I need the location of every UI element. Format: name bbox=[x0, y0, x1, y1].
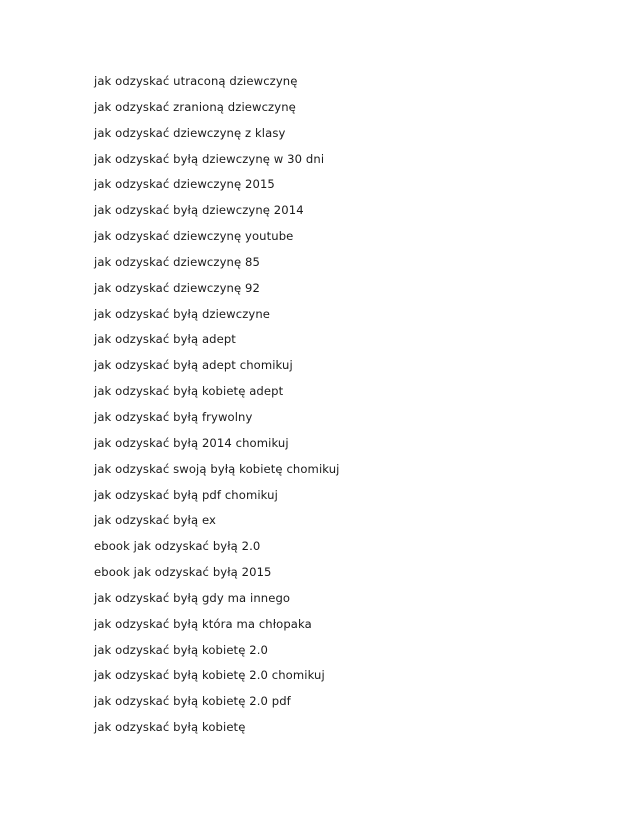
list-item: jak odzyskać byłą pdf chomikuj bbox=[94, 487, 278, 502]
list-item: jak odzyskać byłą adept bbox=[94, 332, 236, 347]
list-item: jak odzyskać byłą kobietę bbox=[94, 720, 246, 735]
list-item: jak odzyskać byłą kobietę adept bbox=[94, 384, 284, 399]
phrase-list bbox=[94, 73, 340, 745]
list-item: jak odzyskać byłą 2014 chomikuj bbox=[94, 435, 289, 450]
list-item: jak odzyskać dziewczynę 85 bbox=[94, 254, 260, 269]
list-item: ebook jak odzyskać byłą 2015 bbox=[94, 565, 272, 580]
list-item: jak odzyskać byłą ex bbox=[94, 513, 216, 528]
list-item: jak odzyskać byłą gdy ma innego bbox=[94, 590, 291, 605]
list-item: jak odzyskać swoją byłą kobietę chomikuj bbox=[94, 461, 340, 476]
list-item: jak odzyskać byłą kobietę 2.0 chomikuj bbox=[94, 668, 325, 683]
list-item: jak odzyskać byłą kobietę 2.0 bbox=[94, 642, 268, 657]
list-item: jak odzyskać utraconą dziewczynę bbox=[94, 74, 298, 88]
list-item: jak odzyskać byłą adept chomikuj bbox=[94, 358, 293, 373]
list-item: ebook jak odzyskać byłą 2.0 bbox=[94, 539, 261, 554]
list-item: jak odzyskać byłą frywolny bbox=[94, 409, 253, 424]
list-item: jak odzyskać byłą która ma chłopaka bbox=[94, 616, 312, 631]
list-item: jak odzyskać dziewczynę z klasy bbox=[94, 125, 286, 140]
list-item: jak odzyskać dziewczynę 92 bbox=[94, 280, 260, 295]
list-item: jak odzyskać byłą kobietę 2.0 pdf bbox=[94, 694, 291, 709]
list-item: jak odzyskać zranioną dziewczynę bbox=[94, 99, 296, 114]
list-item: jak odzyskać byłą dziewczynę w 30 dni bbox=[94, 151, 325, 166]
list-item: jak odzyskać dziewczynę 2015 bbox=[94, 177, 275, 192]
list-item: jak odzyskać byłą dziewczyne bbox=[94, 306, 271, 321]
list-item: jak odzyskać byłą dziewczynę 2014 bbox=[94, 203, 304, 218]
list-item: jak odzyskać dziewczynę youtube bbox=[94, 229, 294, 244]
